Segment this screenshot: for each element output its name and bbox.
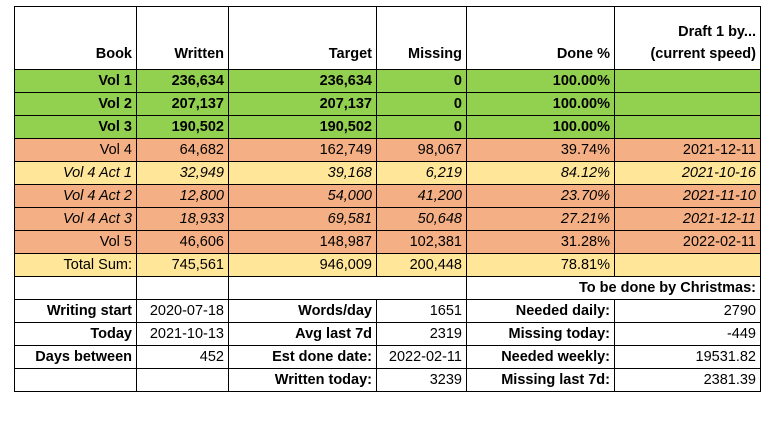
- cell-book[interactable]: Vol 4 Act 2: [15, 185, 137, 208]
- cell-done-pct[interactable]: 27.21%: [467, 208, 615, 231]
- cell-written[interactable]: 18,933: [137, 208, 229, 231]
- total-draft[interactable]: [615, 254, 761, 277]
- total-row: [15, 254, 761, 277]
- table-row: [15, 185, 761, 208]
- table-row: [15, 139, 761, 162]
- header-done-pct[interactable]: Done %: [467, 7, 615, 70]
- cell-missing[interactable]: 0: [377, 116, 467, 139]
- words-day-value[interactable]: 1651: [377, 300, 467, 323]
- cell-draft-date[interactable]: [615, 116, 761, 139]
- cell-target[interactable]: 54,000: [229, 185, 377, 208]
- header-written[interactable]: Written: [137, 7, 229, 70]
- cell-missing[interactable]: 6,219: [377, 162, 467, 185]
- header-row: [15, 7, 761, 70]
- header-missing[interactable]: Missing: [377, 7, 467, 70]
- missing-today-label[interactable]: Missing today:: [467, 323, 615, 346]
- cell-written[interactable]: 236,634: [137, 70, 229, 93]
- table-row: [15, 162, 761, 185]
- table-row: [15, 93, 761, 116]
- cell-draft-date[interactable]: [615, 93, 761, 116]
- cell-written[interactable]: 46,606: [137, 231, 229, 254]
- cell-draft-date[interactable]: 2022-02-11: [615, 231, 761, 254]
- cell-draft-date[interactable]: 2021-11-10: [615, 185, 761, 208]
- progress-table: [14, 6, 761, 392]
- header-draft-line2: (current speed): [650, 46, 756, 62]
- cell-book[interactable]: Vol 4: [15, 139, 137, 162]
- avg-last-label[interactable]: Avg last 7d: [229, 323, 377, 346]
- cell-missing[interactable]: 0: [377, 93, 467, 116]
- cell-target[interactable]: 162,749: [229, 139, 377, 162]
- cell-book[interactable]: Vol 5: [15, 231, 137, 254]
- empty-cell[interactable]: [137, 277, 229, 300]
- missing-today-value[interactable]: -449: [615, 323, 761, 346]
- cell-missing[interactable]: 102,381: [377, 231, 467, 254]
- cell-book[interactable]: Vol 1: [15, 70, 137, 93]
- cell-target[interactable]: 148,987: [229, 231, 377, 254]
- table-row: [15, 208, 761, 231]
- cell-book[interactable]: Vol 2: [15, 93, 137, 116]
- cell-book[interactable]: Vol 3: [15, 116, 137, 139]
- table-row: [15, 116, 761, 139]
- cell-missing[interactable]: 50,648: [377, 208, 467, 231]
- cell-done-pct[interactable]: 100.00%: [467, 70, 615, 93]
- words-day-label[interactable]: Words/day: [229, 300, 377, 323]
- cell-book[interactable]: Vol 4 Act 1: [15, 162, 137, 185]
- cell-done-pct[interactable]: 31.28%: [467, 231, 615, 254]
- missing-last7-value[interactable]: 2381.39: [615, 369, 761, 392]
- stats-row: [15, 346, 761, 369]
- header-book[interactable]: Book: [15, 7, 137, 70]
- cell-draft-date[interactable]: 2021-10-16: [615, 162, 761, 185]
- cell-done-pct[interactable]: 100.00%: [467, 116, 615, 139]
- stats-row: [15, 323, 761, 346]
- needed-weekly-label[interactable]: Needed weekly:: [467, 346, 615, 369]
- empty-cell[interactable]: [137, 369, 229, 392]
- empty-cell[interactable]: [229, 277, 467, 300]
- needed-weekly-value[interactable]: 19531.82: [615, 346, 761, 369]
- days-between-value[interactable]: 452: [137, 346, 229, 369]
- stats-row: [15, 300, 761, 323]
- est-done-label[interactable]: Est done date:: [229, 346, 377, 369]
- header-draft-line1: Draft 1 by...: [678, 24, 756, 40]
- table-row: [15, 70, 761, 93]
- cell-done-pct[interactable]: 39.74%: [467, 139, 615, 162]
- header-target[interactable]: Target: [229, 7, 377, 70]
- total-done-pct[interactable]: 78.81%: [467, 254, 615, 277]
- header-draft-by[interactable]: [615, 7, 761, 70]
- cell-missing[interactable]: 98,067: [377, 139, 467, 162]
- cell-draft-date[interactable]: 2021-12-11: [615, 139, 761, 162]
- cell-written[interactable]: 64,682: [137, 139, 229, 162]
- needed-daily-value[interactable]: 2790: [615, 300, 761, 323]
- cell-missing[interactable]: 0: [377, 70, 467, 93]
- cell-done-pct[interactable]: 23.70%: [467, 185, 615, 208]
- written-today-value[interactable]: 3239: [377, 369, 467, 392]
- total-missing[interactable]: 200,448: [377, 254, 467, 277]
- total-written[interactable]: 745,561: [137, 254, 229, 277]
- total-label[interactable]: Total Sum:: [15, 254, 137, 277]
- cell-target[interactable]: 190,502: [229, 116, 377, 139]
- total-target[interactable]: 946,009: [229, 254, 377, 277]
- cell-target[interactable]: 207,137: [229, 93, 377, 116]
- table-row: [15, 231, 761, 254]
- cell-written[interactable]: 207,137: [137, 93, 229, 116]
- written-today-label[interactable]: Written today:: [229, 369, 377, 392]
- today-value[interactable]: 2021-10-13: [137, 323, 229, 346]
- cell-target[interactable]: 236,634: [229, 70, 377, 93]
- cell-draft-date[interactable]: [615, 70, 761, 93]
- empty-cell[interactable]: [15, 277, 137, 300]
- missing-last7-label[interactable]: Missing last 7d:: [467, 369, 615, 392]
- cell-written[interactable]: 190,502: [137, 116, 229, 139]
- cell-done-pct[interactable]: 84.12%: [467, 162, 615, 185]
- writing-start-label[interactable]: Writing start: [15, 300, 137, 323]
- empty-cell[interactable]: [15, 369, 137, 392]
- writing-start-value[interactable]: 2020-07-18: [137, 300, 229, 323]
- est-done-value[interactable]: 2022-02-11: [377, 346, 467, 369]
- needed-daily-label[interactable]: Needed daily:: [467, 300, 615, 323]
- christmas-heading-row: [15, 277, 761, 300]
- today-label[interactable]: Today: [15, 323, 137, 346]
- cell-written[interactable]: 32,949: [137, 162, 229, 185]
- avg-last-value[interactable]: 2319: [377, 323, 467, 346]
- stats-row: [15, 369, 761, 392]
- cell-written[interactable]: 12,800: [137, 185, 229, 208]
- cell-draft-date[interactable]: 2021-12-11: [615, 208, 761, 231]
- christmas-heading[interactable]: To be done by Christmas:: [467, 277, 761, 300]
- cell-target[interactable]: 69,581: [229, 208, 377, 231]
- cell-target[interactable]: 39,168: [229, 162, 377, 185]
- days-between-label[interactable]: Days between: [15, 346, 137, 369]
- cell-missing[interactable]: 41,200: [377, 185, 467, 208]
- cell-done-pct[interactable]: 100.00%: [467, 93, 615, 116]
- cell-book[interactable]: Vol 4 Act 3: [15, 208, 137, 231]
